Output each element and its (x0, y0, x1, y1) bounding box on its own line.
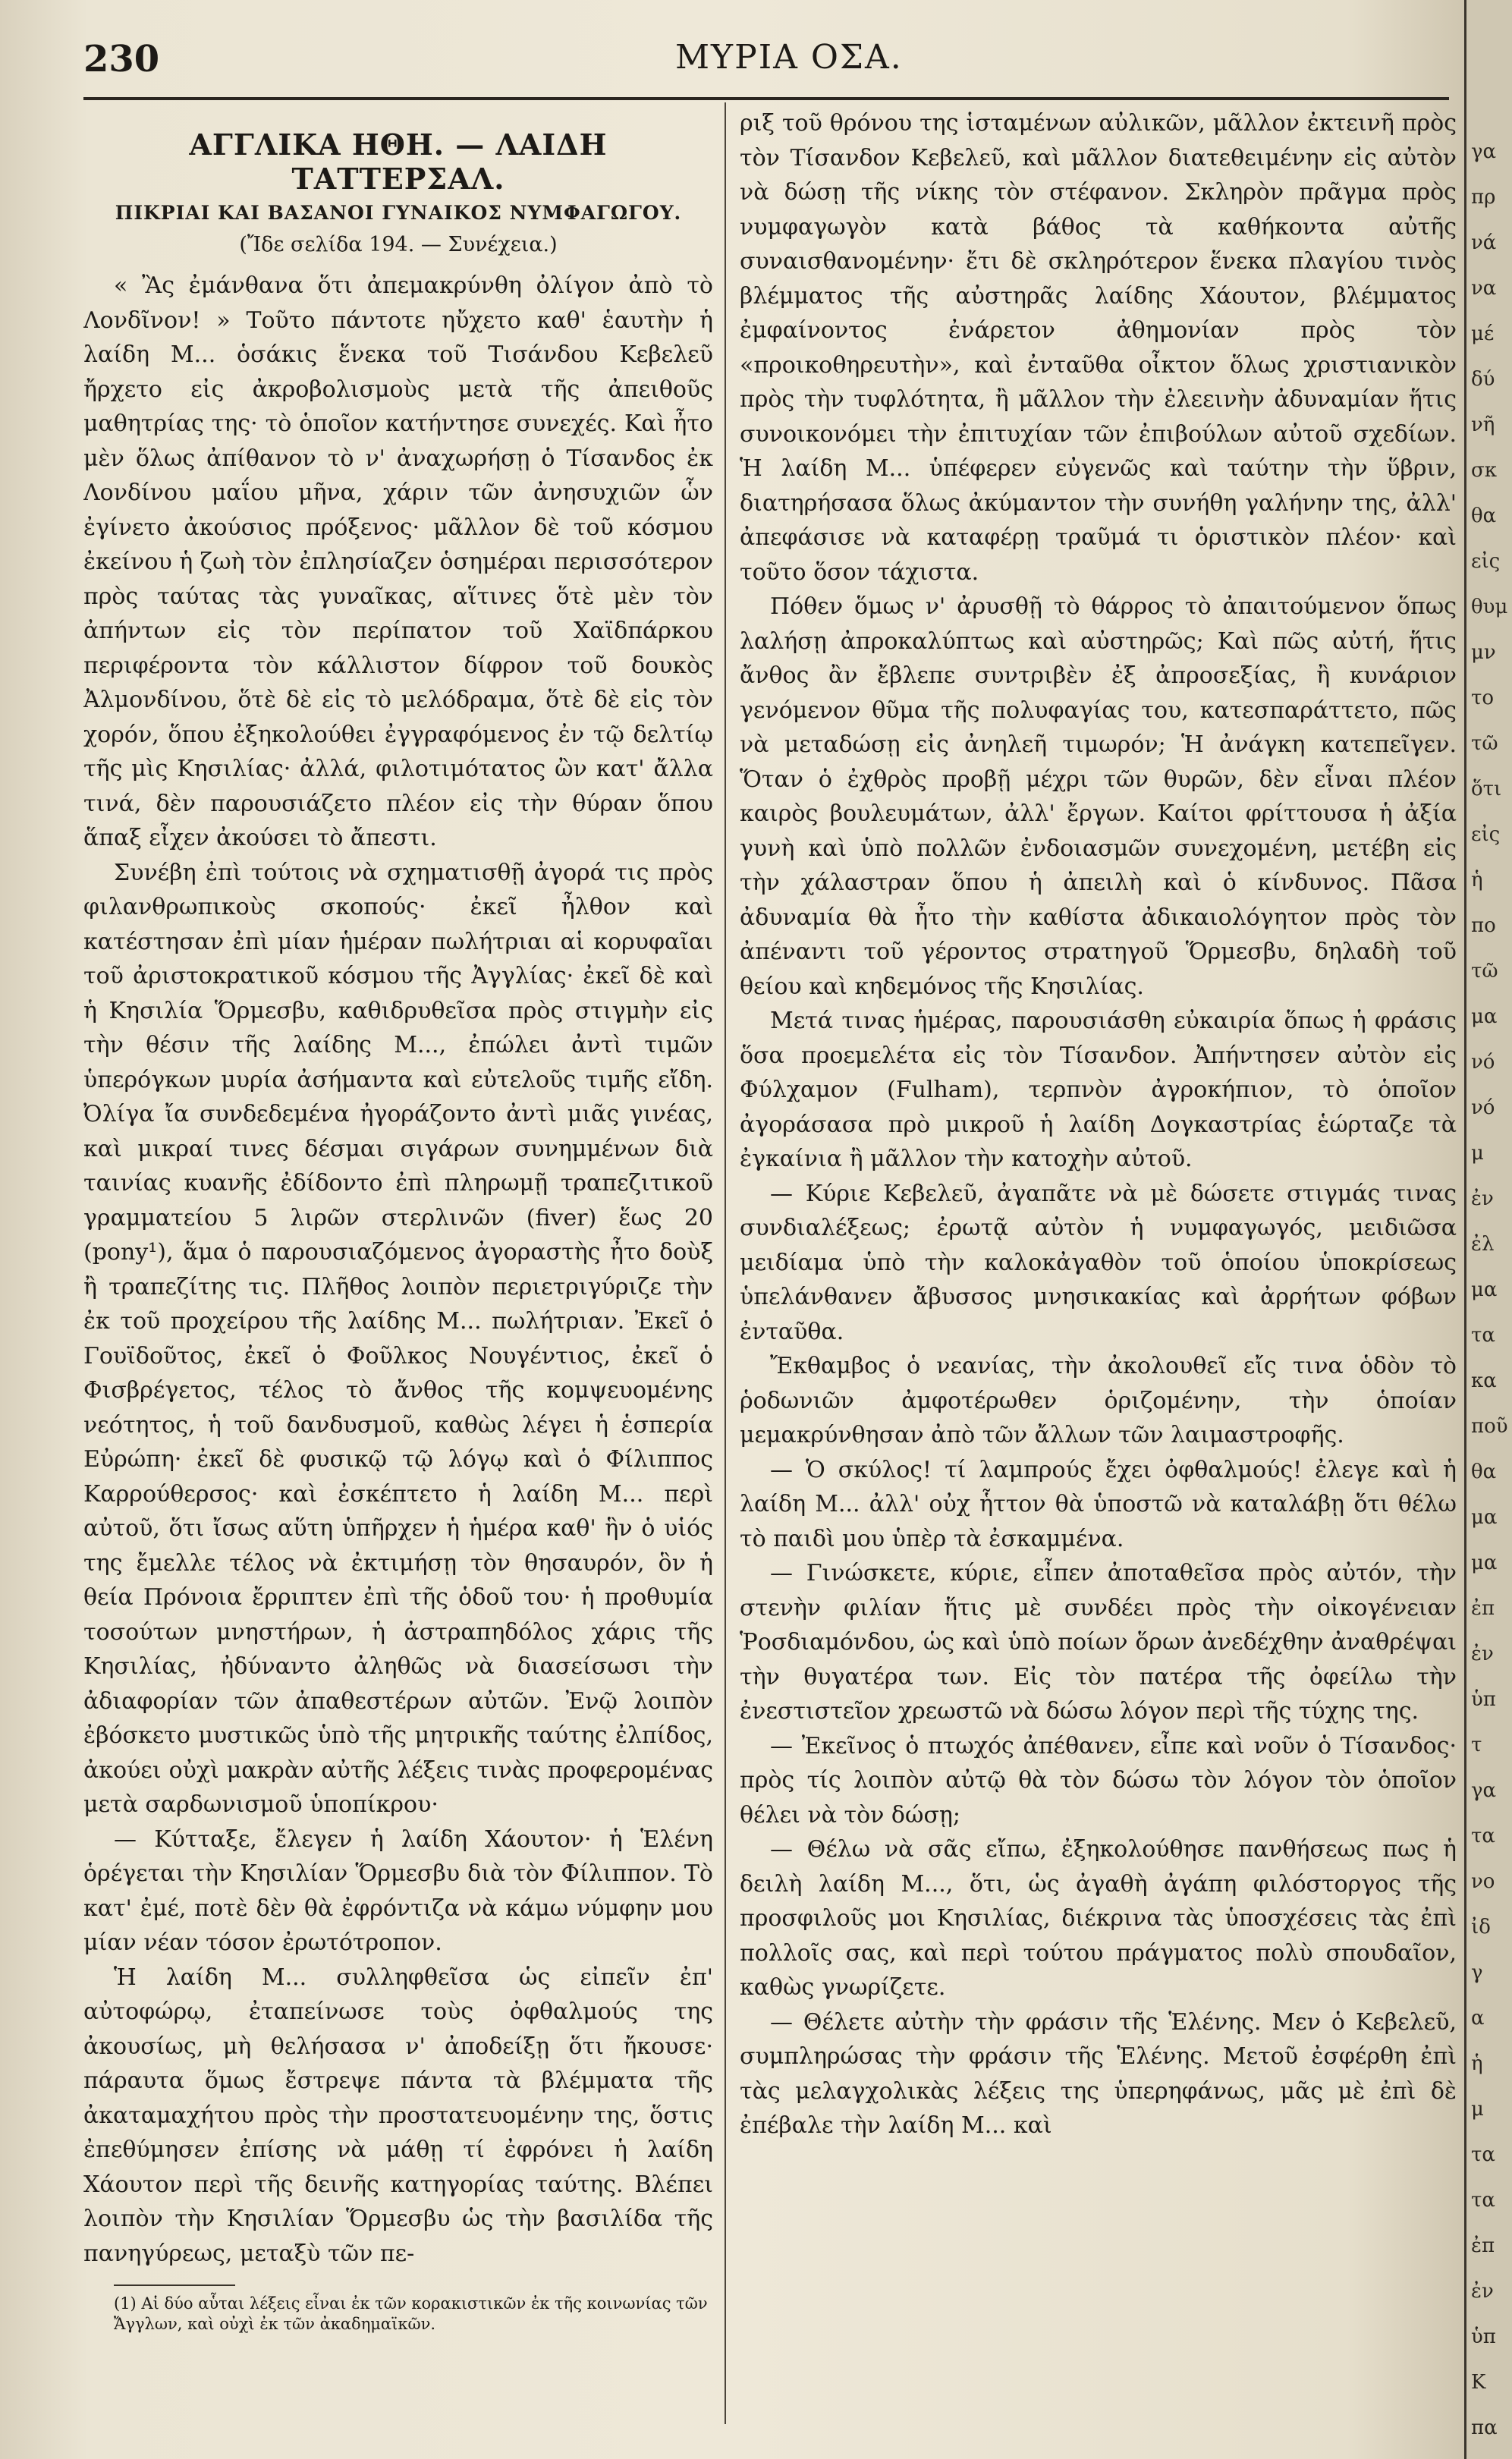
adjacent-page-strip (1464, 0, 1512, 2459)
adjacent-page-fragment: τα (1471, 1324, 1495, 1347)
paragraph: — Ἐκεῖνος ὁ πτωχός ἀπέθανεν, εἶπε καὶ νοῦν ὁ Τίσανδος· πρὸς τίς λοιπὸν αὐτῷ θὰ τὸν δώσω τὸν λόγον τὸν ὁποῖον θέλει νὰ τὸν δώσῃ; (740, 1732, 1457, 1829)
adjacent-page-fragment: τα (1471, 2189, 1495, 2212)
adjacent-page-fragment: μα (1471, 1506, 1498, 1529)
paragraph: Ἔκθαμβος ὁ νεανίας, τὴν ἀκολουθεῖ εἴς τινα ὁδὸν τὸ ῥοδωνιῶν ἀμφοτέρωθεν ὁριζομένην, τὴν ὁποίαν μεμακρύνθησαν ἀπὸ τῶν ἄλλων τῶν λαιμαστροφῆς. (740, 1353, 1457, 1448)
adjacent-page-fragment: μα (1471, 1552, 1498, 1574)
adjacent-page-fragment: τα (1471, 1825, 1495, 1847)
adjacent-page-fragment: ἐν (1471, 1187, 1494, 1210)
adjacent-page-fragment: μέ (1471, 322, 1495, 345)
adjacent-page-fragment: ὅτι (1471, 778, 1502, 800)
adjacent-page-fragment: νό (1471, 1096, 1495, 1119)
adjacent-page-fragment: μ (1471, 1142, 1484, 1165)
paragraph: — Θέλετε αὐτὴν τὴν φράσιν τῆς Ἑλένης. Μεν ὁ Κεβελεῦ, συμπληρώσας τὴν φράσιν τῆς Ἑλένης. Μετοῦ ἐσφέρθη ἐπὶ τὰς μελαγχολικὰς λέξεις της ὑπερηφάνως, μᾶς μὲ ἐπὶ δὲ ἐπέβαλε τὴν λαίδη Μ... καὶ (740, 2008, 1457, 2139)
adjacent-page-fragment: θα (1471, 505, 1497, 527)
paragraph: — Ὁ σκύλος! τί λαμπρούς ἔχει ὀφθαλμούς! ἐλεγε καὶ ἡ λαίδη Μ... ἀλλ' οὐχ ἧττον θὰ ὑποστῶ νὰ καταλάβῃ ὅτι θέλω τὸ παιδὶ μου ὑπὲρ τὰ ἐσκαμμένα. (740, 1456, 1457, 1552)
paragraph: — Θέλω νὰ σᾶς εἴπω, ἐξηκολούθησε πανθήσεως πως ἡ δειλὴ λαίδη Μ..., ὅτι, ὡς ἀγαθὴ ἀγάπη φιλόστοργος τῆς προσφιλοῦς μοι Κησιλίας, διέκρινα τὰς ὑποσχέσεις τὰς ἐπὶ πολλοῖς σας, καὶ περὶ τούτου πράγματος πολὺ σπουδαῖον, καθὼς γνωρίζετε. (740, 1836, 1457, 2001)
paragraph: Μετά τινας ἡμέρας, παρουσιάσθη εὐκαιρία ὅπως ἡ φράσις ὅσα προεμελέτα εἰς τὸν Τίσανδον. Ἀπήντησεν αὐτὸν εἰς Φύλχαμον (Fulham), τερπνὸν ἀγροκήπιον, τὸ ὁποῖον ἀγοράσασα πρὸ μικροῦ ἡ λαίδη Δογκαστρίας ἑώρταζε τὰ ἐγκαίνια ἢ μᾶλλον τὴν κατοχὴν αὐτοῦ. (740, 1008, 1457, 1172)
adjacent-page-fragment: νά (1471, 231, 1497, 254)
adjacent-page-fragment: το (1471, 687, 1495, 709)
adjacent-page-fragment: ὑπ (1471, 1688, 1496, 1711)
paragraph: « Ἂς ἐμάνθανα ὅτι ἀπεμακρύνθη ὀλίγον ἀπὸ τὸ Λονδῖνον! » Τοῦτο πάντοτε ηὔχετο καθ' ἑαυτὴν ἡ λαίδη Μ... ὁσάκις ἕνεκα τοῦ Τισάνδου Κεβελεῦ ἤρχετο εἰς ἀκροβολισμοὺς μετὰ τῆς ἀπειθοῦς μαθητρίας της· τὸ ὁποῖον κατήντησε συνεχές. Καὶ ἦτο μὲν ὅλως ἀπίθανον τὸ ν' ἀναχωρήσῃ ὁ Τίσανδος ἐκ Λονδίνου μαΐου μῆνα, χάριν τῶν ἀνησυχιῶν ὧν ἐγίνετο ἀκούσιος πρόξενος· μᾶλλον δὲ τοῦ κόσμου ἐκείνου ἡ ζωὴ τὸν ἐπλησίαζεν ὁσημέραι περισσότερον πρὸς ταύτας τὰς γυναῖκας, αἵτινες ὅτὲ μὲν τὸν ἀπήντων εἰς τὸν περίπατον τοῦ Χαϊδπάρκου περιφέροντα τὸν κάλλιστον δίφρον τοῦ δουκὸς Ἀλμονδίνου, ὅτὲ δὲ εἰς τὸ μελόδραμα, ὅτὲ δὲ εἰς τὸν χορόν, ὅπου ἐξηκολούθει ἐγγραφόμενος ἐν τῷ δελτίῳ τῆς μὶς Κησιλίας· ἀλλά, φιλοτιμότατος ὢν κατ' ἄλλα τινά, δὲν παρουσιάζετο πλέον εἰς τὴν θύραν ὅπου ἅπαξ εἶχεν ἀκούσει τὸ ἄπεστι. (83, 272, 713, 851)
adjacent-page-fragment: γα (1471, 1779, 1497, 1802)
footnote-rule (114, 2284, 235, 2286)
adjacent-page-fragment: τ (1471, 1734, 1482, 1756)
adjacent-page-fragment: σκ (1471, 459, 1497, 482)
adjacent-page-fragment: νῆ (1471, 414, 1495, 436)
adjacent-page-fragment: θυμ (1471, 596, 1508, 618)
adjacent-page-fragment: εἰς (1471, 550, 1501, 573)
adjacent-page-fragment: Κ (1471, 2371, 1486, 2394)
adjacent-page-fragment: μ (1471, 2098, 1484, 2121)
article-subtitle: ΠΙΚΡΙΑΙ ΚΑΙ ΒΑΣΑΝΟΙ ΓΥΝΑΙΚΟΣ ΝΥΜΦΑΓΩΓΟΥ. (115, 202, 682, 224)
adjacent-page-fragment: θα (1471, 1461, 1497, 1483)
column-divider (725, 102, 726, 2424)
adjacent-page-fragment: ἐλ (1471, 1233, 1495, 1256)
adjacent-page-fragment: γ (1471, 1961, 1483, 1984)
adjacent-page-fragment: να (1471, 277, 1497, 300)
paragraph: — Γινώσκετε, κύριε, εἶπεν ἀποταθεῖσα πρὸς αὐτόν, τὴν στενὴν φιλίαν ἥτις μὲ συνδέει πρὸς τὴν οἰκογένειαν Ῥοσδιαμόνδου, ὡς καὶ ὑπὸ ποίων ὅρων ἀνεδέχθην ἀναθρέψαι τὴν θυγατέρα των. Εἰς τὸν πατέρα τῆς ὀφείλω τὴν ἐνεστιστεῖον χρεωστῶ νὰ δώσω λόγον περὶ τῆς τύχης της. (740, 1560, 1457, 1725)
left-column (83, 106, 713, 2428)
adjacent-page-fragment: ὑπ (1471, 2325, 1496, 2348)
adjacent-page-fragment: ἐν (1471, 2280, 1494, 2303)
adjacent-page-fragment: νο (1471, 1870, 1495, 1893)
adjacent-page-fragment: α (1471, 2007, 1485, 2030)
adjacent-page-fragment: πο (1471, 914, 1496, 937)
running-title: ΜΥΡΙΑ ΟΣΑ. (675, 38, 903, 77)
paragraph: Συνέβη ἐπὶ τούτοις νὰ σχηματισθῇ ἀγορά τις πρὸς φιλανθρωπικοὺς σκοπούς· ἐκεῖ ἦλθον καὶ κατέστησαν ἐπὶ μίαν ἡμέραν πωλήτριαι αἱ κορυφαῖαι τοῦ ἀριστοκρατικοῦ κόσμου τῆς Ἀγγλίας· ἐκεῖ δὲ καὶ ἡ Κησιλία Ὅρμεσβυ, καθιδρυθεῖσα πρὸς στιγμὴν εἰς τὴν θέσιν τῆς λαίδης Μ..., ἐπώλει ἀντὶ τιμῶν ὑπερόγκων μυρία ἀσήμαντα καὶ εὐτελοῦς τιμῆς εἴδη. Ὀλίγα ἴα συνδεδεμένα ἠγοράζοντο ἀντὶ μιᾶς γινέας, καὶ μικραί τινες δέσμαι σιγάρων συνημμένων διὰ ταινίας κυανῆς ἐδίδοντο ἐπὶ πληρωμῇ τραπεζιτικοῦ γραμματείου 5 λιρῶν στερλινῶν (fiver) ἕως 20 (pony¹), ἅμα ὁ παρουσιαζόμενος ἀγοραστὴς ἦτο δοὺξ ἢ τραπεζίτης τις. Πλῆθος λοιπὸν περιετριγύριζε τὴν ἐκ τοῦ προχείρου τῆς λαίδης Μ... πωλήτριαν. Ἐκεῖ ὁ Γουϊδοῦτος, ἐκεῖ ὁ Φοῦλκος Νουγέντιος, ἐκεῖ ὁ Φισβρέγετος, τέλος τὸ ἄνθος τῆς κομψευομένης νεότητος, ἡ τοῦ δανδυσμοῦ, καθὼς λέγει ἡ ἑσπερία Εὐρώπη· ἐκεῖ δὲ φυσικῷ τῷ λόγῳ καὶ ὁ Φίλιππος Καρρούθερσος· καὶ ἐσκέπτετο ἡ λαίδη Μ... περὶ αὐτοῦ, ὅτι ἴσως αὕτη ὑπῆρχεν ἡ ἡμέρα καθ' ἣν ὁ υἱός της ἔμελλε τέλος νὰ ἐκτιμήσῃ τὸν θησαυρόν, ὃν ἡ θεία Πρόνοια ἔρριπτεν ἐπὶ τῆς ὁδοῦ του· ἡ προθυμία τοσούτων μνηστήρων, ἡ ἀστραπηδόλος χάρις τῆς Κησιλίας, ἠδύναντο ἀληθῶς νὰ διασείσωσι τὴν ἀδιαφορίαν τῶν ἀπαθεστέρων αὐτῶν. Ἐνῷ λοιπὸν ἐβόσκετο μυστικῶς ὑπὸ τῆς μητρικῆς ταύτης ἐλπίδος, ἀκούει οὐχὶ μακρὰν αὐτῆς λέξεις τινὰς προφερομένας μετὰ σαρδωνισμοῦ ὑποπίκρου· (83, 859, 713, 1818)
continuation-note: (Ἴδε σελίδα 194. — Συνέχεια.) (239, 233, 558, 256)
adjacent-page-fragment: νό (1471, 1051, 1495, 1074)
article-title: ΑΓΓΛΙΚΑ ΗΘΗ. — ΛΑΙΔΗ ΤΑΤΤΕΡΣΑΛ. (189, 127, 608, 196)
adjacent-page-fragment: κα (1471, 1369, 1497, 1392)
adjacent-page-fragment: ποῦ (1471, 1415, 1508, 1438)
paragraph: Πόθεν ὅμως ν' ἀρυσθῇ τὸ θάρρος τὸ ἀπαιτούμενον ὅπως λαλήσῃ ἀπροκαλύπτως καὶ αὐστηρῶς; Καὶ πῶς αὐτή, ἥτις ἄνθος ἂν ἔβλεπε συντριβὲν ἐξ ἀπροσεξίας, ἢ κυνάριον γενόμενον θῦμα τῆς πολυφαγίας του, κατεσπαράττετο, πῶς νὰ μεταδώσῃ εἰς ἀνηλεῆ τιμωρόν; Ἡ ἀνάγκη κατεπεῖγεν. Ὅταν ὁ ἐχθρὸς προβῇ μέχρι τῶν θυρῶν, δὲν εἶναι πλέον καιρὸς βουλευμάτων, ἀλλ' ἔργων. Καίτοι φρίττουσα ἡ ἀξία γυνὴ καὶ ὑπὸ πολλῶν ἐνδοιασμῶν συνεχομένη, μετέβη εἰς τὴν χάλαστραν ὅπου ἡ ἀπειλὴ καὶ ὁ κίνδυνος. Πᾶσα ἀδυναμία θὰ ἦτο τὴν καθίστα ἀδικαιολόγητον πρὸς τὸν ἀπέναντι τοῦ γέροντος στρατηγοῦ Ὅρμεσβυ, δηλαδὴ τοῦ θείου καὶ κηδεμόνος τῆς Κησιλίας. (740, 593, 1457, 1000)
adjacent-page-fragment: ἐπ (1471, 1597, 1495, 1620)
adjacent-page-fragment: τα (1471, 2143, 1495, 2166)
paragraph: ριξ τοῦ θρόνου της ἱσταμένων αὐλικῶν, μᾶλλον ἐκτεινῆ πρὸς τὸν Τίσανδον Κεβελεῦ, καὶ μᾶλλον διατεθειμένην εἰς αὐτὸν νὰ δώσῃ τῆς νίκης τὸν στέφανον. Σκληρὸν πρᾶγμα πρὸς νυμφαγωγὸν κατὰ βάθος τὰ καθήκοντα αὐτῆς συναισθανομένην· ἔτι δὲ σκληρότερον ἕνεκα πλαγίου τινὸς βλέμματος τῆς αὐστηρᾶς λαίδης Χάουτον, βλέμματος ἐμφαίνοντος ἐνάρετον ἀθημονίαν πρὸς τὸν «προικοθηρευτὴν», καὶ ἐνταῦθα οἶκτον ὅλως χριστιανικὸν πρὸς τὴν τυφλότητα, ἢ μᾶλλον τὴν ἐλεεινὴν ἀδυναμίαν ἥτις συνοικονόμει τὴν ἐπιτυχίαν τῶν ἐπιβούλων αὐτοῦ σχεδίων. Ἡ λαίδη Μ... ὑπέφερεν εὐγενῶς καὶ ταύτην τὴν ὕβριν, διατηρήσασα ὅλως ἀκύμαντον τὴν συνήθη γαλήνην της, ἀλλ' ἀπεφάσισε νὰ καταφέρῃ τραῦμά τι ὁριστικὸν πλέον· καὶ τοῦτο ὅσον τάχιστα. (740, 110, 1457, 586)
header-rule (83, 97, 1449, 100)
adjacent-page-fragment: μα (1471, 1005, 1498, 1028)
adjacent-page-fragment: μα (1471, 1278, 1498, 1301)
adjacent-page-fragment: ἐπ (1471, 2234, 1495, 2257)
adjacent-page-fragment: ἰδ (1471, 1916, 1491, 1939)
adjacent-page-fragment: ἐν (1471, 1643, 1494, 1665)
adjacent-page-fragment: εἰς (1471, 823, 1501, 846)
adjacent-page-fragment: γα (1471, 140, 1497, 163)
paragraph: — Κύτταξε, ἔλεγεν ἡ λαίδη Χάουτον· ἡ Ἑλένη ὁρέγεται τὴν Κησιλίαν Ὅρμεσβυ διὰ τὸν Φίλιππον. Τὸ κατ' ἐμέ, ποτὲ δὲν θὰ ἐφρόντιζα νὰ κάμω νύμφην μου μίαν νέαν τόσον ἐρωτότροπον. (83, 1825, 713, 1956)
adjacent-page-fragment: τῶ (1471, 960, 1498, 983)
page-number: 230 (83, 38, 160, 80)
adjacent-page-fragment: ἡ (1471, 2052, 1483, 2075)
paragraph: — Κύριε Κεβελεῦ, ἀγαπᾶτε νὰ μὲ δώσετε στιγμάς τινας συνδιαλέξεως; ἐρωτᾷ αὐτὸν ἡ νυμφαγωγός, μειδιῶσα μειδίαμα ὑπὸ τὴν καλοκἀγαθὸν τοῦ ὁποίου ὑποκρίσεως ὑπελάνθανεν ἄβυσσος μνησικακίας καὶ ἀρρήτων φόβων ἐνταῦθα. (740, 1180, 1457, 1345)
footnote: (1) Αἱ δύο αὗται λέξεις εἶναι ἐκ τῶν κορακιστικῶν ἐκ τῆς κοινωνίας τῶν Ἄγγλων, καὶ οὐχὶ ἐκ τῶν ἀκαδημαϊκῶν. (114, 2294, 708, 2333)
right-column (740, 106, 1457, 2428)
adjacent-page-fragment: πρ (1471, 186, 1496, 209)
adjacent-page-fragment: μν (1471, 641, 1496, 664)
paragraph: Ἡ λαίδη Μ... συλληφθεῖσα ὡς εἰπεῖν ἐπ' αὐτοφώρῳ, ἐταπείνωσε τοὺς ὀφθαλμούς της ἀκουσίως, μὴ θελήσασα ν' ἀποδείξῃ ὅτι ἤκουσε· πάραυτα ὅμως ἔστρεψε πάντα τὰ βλέμματα τῆς ἀκαταμαχήτου πρὸς τὴν προστατευομένην της, ὅστις ἐπεθύμησεν ἐπίσης νὰ μάθῃ τί ἐφρόνει ἡ λαίδη Χάουτον περὶ τῆς δεινῆς κατηγορίας ταύτης. Βλέπει λοιπὸν τὴν Κησιλίαν Ὅρμεσβυ ὡς τὴν βασιλίδα τῆς πανηγύρεως, μεταξὺ τῶν πε- (83, 1964, 713, 2267)
adjacent-page-fragment: τῶ (1471, 732, 1498, 755)
adjacent-page-fragment: πα (1471, 2417, 1498, 2439)
adjacent-page-fragment: ἡ (1471, 869, 1483, 891)
page-header (83, 38, 1419, 83)
adjacent-page-fragment: δύ (1471, 368, 1495, 391)
